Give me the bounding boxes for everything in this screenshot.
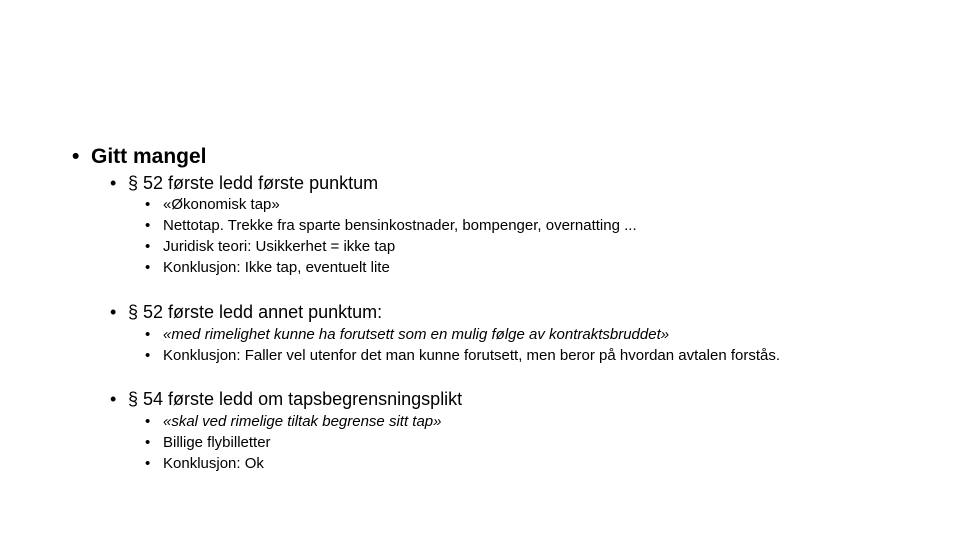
bullet-icon: • [145,413,151,430]
bullet-icon: • [110,173,117,193]
bullet-icon: • [110,302,117,322]
bullet-icon: • [145,238,151,255]
section-heading: § 54 første ledd om tapsbegrensningsplikt [128,389,463,409]
quote-item: «skal ved rimelige tiltak begrense sitt tap» [163,413,442,430]
bullet-icon: • [145,259,151,276]
main-point-title: Gitt mangel [91,145,207,168]
list-item: Konklusjon: Ok [163,455,264,472]
list-item: Billige flybilletter [163,434,271,451]
list-item: Konklusjon: Faller vel utenfor det man kunne forutsett, men beror på hvordan avtalen forstås. [163,347,781,364]
quote-item: «med rimelighet kunne ha forutsett som en mulig følge av kontraktsbruddet» [163,326,670,343]
bullet-icon: • [145,347,151,364]
bullet-icon: • [110,389,117,409]
list-item: Konklusjon: Ikke tap, eventuelt lite [163,259,390,276]
bullet-icon: • [145,217,151,234]
bullet-icon: • [72,145,80,168]
bullet-icon: • [145,196,151,213]
list-item: Juridisk teori: Usikkerhet = ikke tap [163,238,396,255]
bullet-icon: • [145,434,151,451]
list-item: «Økonomisk tap» [163,196,280,213]
bullet-icon: • [145,455,151,472]
section-heading: § 52 første ledd første punktum [128,173,379,193]
bullet-icon: • [145,326,151,343]
list-item: Nettotap. Trekke fra sparte bensinkostnader, bompenger, overnatting ... [163,217,637,234]
section-heading: § 52 første ledd annet punktum: [128,302,383,322]
